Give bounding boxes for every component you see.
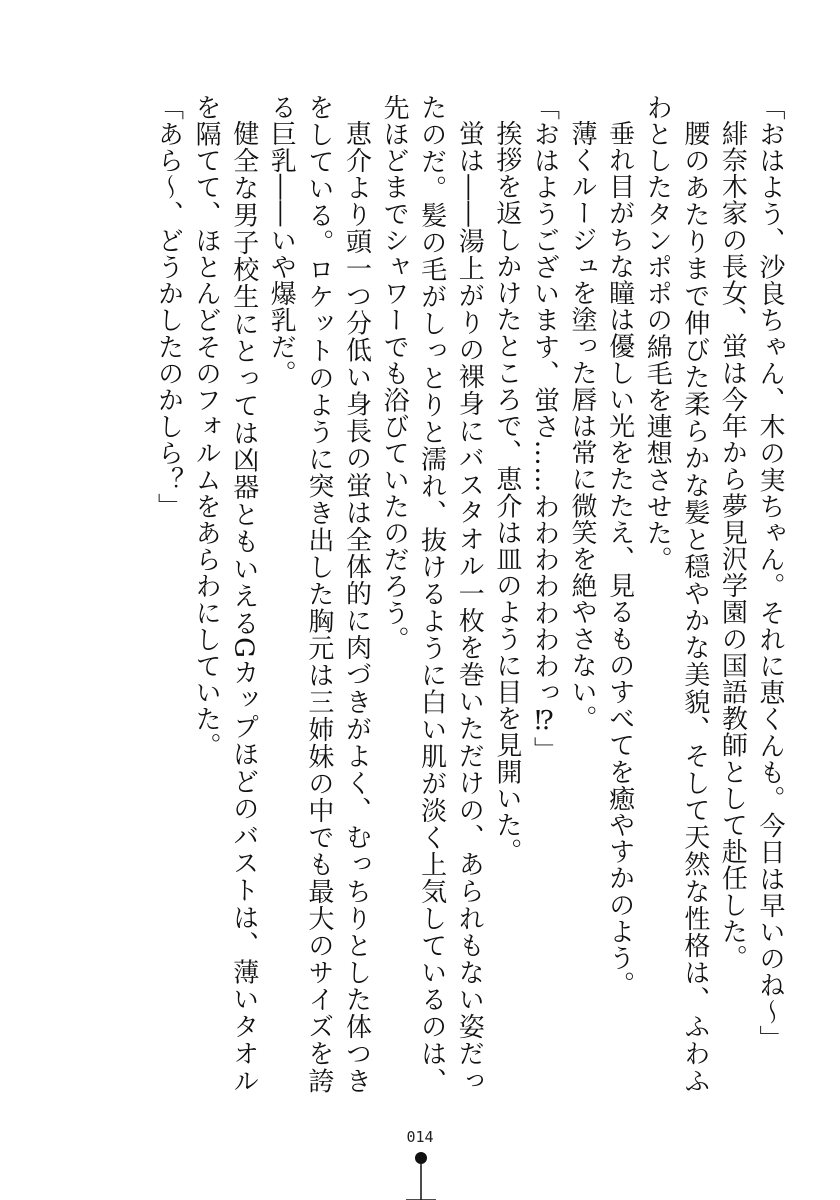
paragraph: 薄くルージュを塗った唇は常に微笑を絶やさない。 — [567, 120, 598, 732]
paragraph: 垂れ目がちな瞳は優しい光をたたえ、見るものすべてを癒やすかのよう。 — [604, 120, 635, 998]
footer-ornament-icon — [0, 1120, 840, 1200]
page-footer — [0, 1120, 840, 1200]
paragraph: 挨拶を返しかけたところで、恵介は皿のように目を見開いた。 — [491, 120, 522, 865]
paragraph: 蛍は――湯上がりの裸身にバスタオル一枚を巻いただけの、あられもない姿だったのだ。髪の毛がしっとりと濡れ、抜けるように白い肌が淡く上気しているのは、先ほどまでシャワーでも浴びていたのだろう。 — [379, 94, 485, 1094]
paragraph: 「あら〜、どうかしたのかしら？」 — [153, 94, 184, 520]
page-number: 014 — [406, 1128, 434, 1146]
paragraph: 健全な男子校生にとっては凶器ともいえるGカップほどのバストは、薄いタオルを隔てて、ほとんどそのフォルムをあらわにしていた。 — [191, 94, 259, 1094]
paragraph: 腰のあたりまで伸びた柔らかな髪と穏やかな美貌、そして天然な性格は、ふわふわとしたタンポポの綿毛を連想させた。 — [642, 94, 710, 1094]
paragraph: 恵介より頭一つ分低い身長の蛍は全体的に肉づきがよく、むっちりとした体つきをしている。ロケットのように突き出した胸元は三姉妹の中でも最大のサイズを誇る巨乳――いや爆乳だ。 — [266, 94, 372, 1094]
page-body — [88, 94, 788, 1094]
paragraph: 緋奈木家の長女、蛍は今年から夢見沢学園の国語教師として赴任した。 — [717, 120, 748, 972]
paragraph: 「おはよう、沙良ちゃん、木の実ちゃん。それに恵くんも。今日は早いのね〜」 — [755, 94, 785, 1052]
paragraph: 「おはようございます、蛍さ……わわわわわわわっ⁉」 — [529, 94, 560, 763]
